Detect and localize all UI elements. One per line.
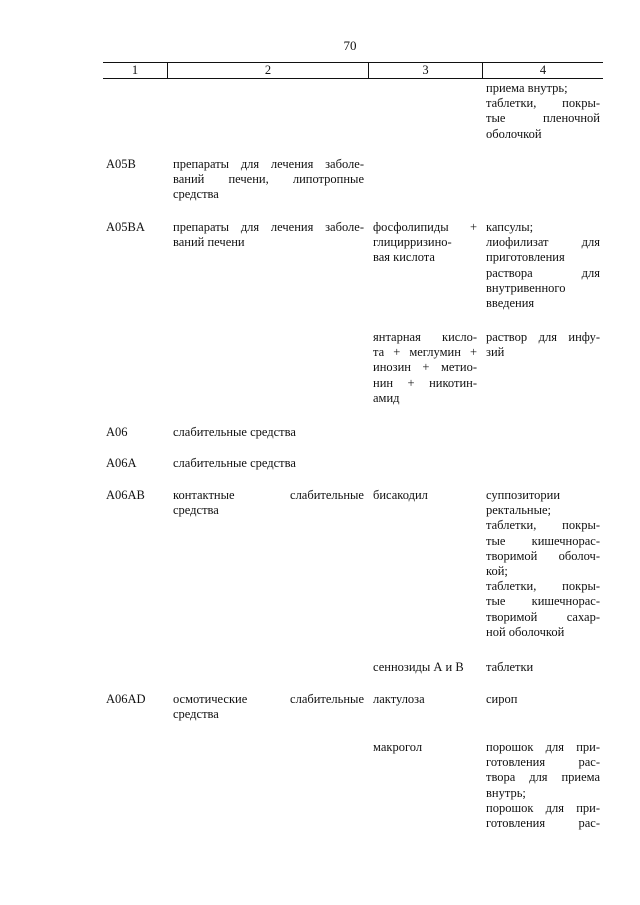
cell-line: твора для приема — [486, 770, 600, 785]
cell-line: оболочкой — [486, 126, 542, 141]
cell-line: кой; — [486, 564, 508, 579]
cell-line: таблетки, покры- — [486, 518, 600, 533]
cell-line: средства — [173, 707, 219, 722]
cell-line: макрогол — [373, 740, 423, 754]
cell-line: порошок для при- — [486, 740, 600, 754]
page-number: 70 — [343, 38, 357, 53]
cell-line: введения — [486, 296, 535, 311]
cell-line: инозин + метио- — [373, 360, 477, 375]
cell-line: зий — [486, 345, 505, 360]
cell-line: капсулы; — [486, 220, 534, 234]
substance-name — [373, 330, 477, 406]
cell-line: готовления рас- — [486, 816, 600, 831]
atc-code: A06AD — [106, 692, 146, 706]
cell-line: лиофилизат для — [486, 235, 600, 250]
cell-line: тые кишечнорас- — [486, 594, 600, 609]
cell-line: янтарная кисло- — [373, 330, 477, 344]
cell-line: ваний печени, липотропные — [173, 172, 364, 187]
header-col-4: 4 — [539, 63, 547, 77]
atc-code: A06AB — [106, 488, 145, 502]
cell-line: осмотические слабительные — [173, 692, 364, 706]
cell-line: внутрь; — [486, 785, 526, 800]
cell-line: средства — [173, 187, 219, 202]
cell-line: слабительные средства — [173, 456, 296, 470]
cell-line: раствора для — [486, 265, 600, 280]
atc-name — [173, 157, 364, 203]
dosage-forms — [486, 692, 600, 707]
dosage-forms — [486, 740, 600, 831]
atc-code: A05BA — [106, 220, 145, 234]
cell-line: таблетки, покры- — [486, 579, 600, 594]
substance-name — [373, 692, 477, 707]
cell-line: приема внутрь; — [486, 81, 568, 95]
cell-line: глицирризино- — [373, 235, 452, 250]
cell-line: та + меглумин + — [373, 345, 477, 360]
dosage-forms — [486, 220, 600, 311]
atc-name — [173, 692, 364, 722]
dosage-forms — [486, 81, 600, 142]
cell-line: приготовления — [486, 250, 565, 265]
substance-name — [373, 660, 477, 675]
cell-line: тые пленочной — [486, 111, 600, 126]
cell-line: ной оболочкой — [486, 624, 565, 639]
cell-line: вая кислота — [373, 250, 435, 265]
atc-name — [173, 488, 364, 518]
table-header — [103, 62, 603, 79]
header-col-2: 2 — [264, 63, 272, 77]
cell-line: творимой оболоч- — [486, 548, 600, 563]
cell-line: ректальные; — [486, 503, 552, 518]
atc-code: A05B — [106, 157, 136, 171]
dosage-forms — [486, 660, 600, 675]
atc-name — [173, 220, 364, 250]
cell-line: суппозитории — [486, 488, 561, 502]
cell-line: средства — [173, 503, 219, 518]
atc-code: A06 — [106, 425, 128, 439]
cell-line: порошок для при- — [486, 800, 600, 815]
cell-line: тые кишечнорас- — [486, 533, 600, 548]
cell-line: нин + никотин- — [373, 375, 477, 390]
cell-line: препараты для лечения заболе- — [173, 220, 364, 234]
substance-name — [373, 740, 477, 755]
atc-name — [173, 425, 364, 440]
cell-line: внутривенного — [486, 280, 566, 295]
dosage-forms — [486, 488, 600, 640]
cell-line: таблетки, покры- — [486, 96, 600, 111]
cell-line: лактулоза — [373, 692, 425, 706]
substance-name — [373, 220, 477, 266]
atc-code: A06A — [106, 456, 137, 470]
cell-line: амид — [373, 390, 400, 405]
cell-line: ваний печени — [173, 235, 245, 250]
header-col-3: 3 — [422, 63, 429, 77]
atc-name — [173, 456, 364, 471]
cell-line: контактные слабительные — [173, 488, 364, 502]
substance-name — [373, 488, 477, 503]
cell-line: препараты для лечения заболе- — [173, 157, 364, 171]
cell-line: фосфолипиды + — [373, 220, 477, 234]
cell-line: сеннозиды А и В — [373, 660, 464, 674]
cell-line: бисакодил — [373, 488, 428, 502]
cell-line: таблетки — [486, 660, 534, 674]
cell-line: сироп — [486, 692, 518, 706]
header-col-1: 1 — [131, 63, 139, 77]
dosage-forms — [486, 330, 600, 360]
cell-line: творимой сахар- — [486, 609, 600, 624]
cell-line: слабительные средства — [173, 425, 296, 439]
cell-line: готовления рас- — [486, 755, 600, 770]
cell-line: раствор для инфу- — [486, 330, 600, 344]
